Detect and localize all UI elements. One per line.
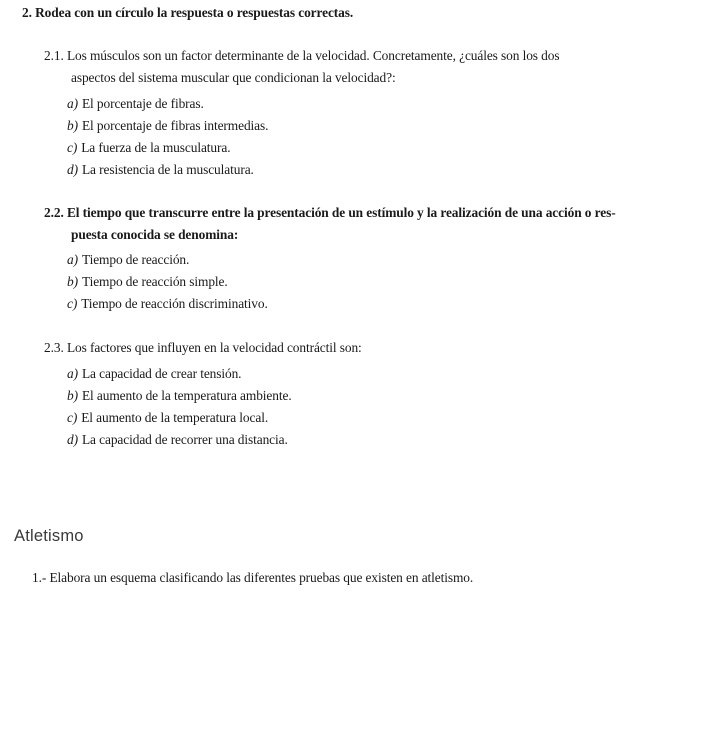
option-text: La capacidad de crear tensión. [81, 366, 242, 381]
question-number: 2.2. [44, 205, 64, 220]
option-2-3-d [67, 432, 288, 448]
question-text: Los factores que influyen en la velocidad contráctil son: [66, 340, 362, 355]
question-number: 2.3. [44, 340, 64, 355]
option-text: Tiempo de reacción discriminativo. [81, 296, 268, 311]
option-letter: d) [67, 162, 78, 177]
option-text: Tiempo de reacción simple. [81, 274, 228, 289]
option-2-3-a [67, 366, 241, 382]
question-2-1-line1 [44, 48, 559, 64]
option-2-3-c [67, 410, 268, 426]
option-letter: b) [67, 388, 78, 403]
task-number: 1.- [32, 570, 47, 585]
option-2-2-c [67, 296, 268, 312]
option-letter: b) [67, 274, 78, 289]
option-2-1-a [67, 96, 204, 112]
option-text: El porcentaje de fibras intermedias. [81, 118, 269, 133]
exercise-number: 2. [22, 5, 32, 20]
exercise-instruction: Rodea con un círculo la respuesta o respuestas correctas. [35, 5, 354, 20]
option-2-1-d [67, 162, 254, 178]
question-2-2-line1 [44, 205, 616, 221]
option-letter: a) [67, 252, 78, 267]
option-letter: c) [67, 296, 78, 311]
question-text: El tiempo que transcurre entre la presentación de un estímulo y la realización de una acción o res- [66, 205, 616, 220]
question-2-3-line1 [44, 340, 362, 356]
option-2-2-a [67, 252, 189, 268]
option-2-2-b [67, 274, 228, 290]
question-2-2-line2: puesta conocida se denomina: [71, 227, 239, 242]
question-number: 2.1. [44, 48, 64, 63]
option-2-1-b [67, 118, 268, 134]
task-text: Elabora un esquema clasificando las diferentes pruebas que existen en atletismo. [49, 570, 474, 585]
option-text: La capacidad de recorrer una distancia. [81, 432, 288, 447]
option-2-1-c [67, 140, 230, 156]
option-text: El aumento de la temperatura ambiente. [81, 388, 292, 403]
option-letter: c) [67, 410, 78, 425]
task-1 [32, 570, 473, 586]
question-2-1-line2: aspectos del sistema muscular que condicionan la velocidad?: [71, 70, 396, 85]
option-text: Tiempo de reacción. [81, 252, 190, 267]
exercise-2-header [22, 5, 353, 21]
option-2-3-b [67, 388, 292, 404]
option-letter: d) [67, 432, 78, 447]
option-letter: b) [67, 118, 78, 133]
question-text: Los músculos son un factor determinante de la velocidad. Concretamente, ¿cuáles son los dos [66, 48, 560, 63]
option-letter: a) [67, 96, 78, 111]
option-text: La fuerza de la musculatura. [81, 140, 231, 155]
option-text: El aumento de la temperatura local. [81, 410, 269, 425]
option-text: El porcentaje de fibras. [81, 96, 204, 111]
section-title: Atletismo [14, 527, 84, 545]
option-text: La resistencia de la musculatura. [81, 162, 254, 177]
option-letter: c) [67, 140, 78, 155]
option-letter: a) [67, 366, 78, 381]
